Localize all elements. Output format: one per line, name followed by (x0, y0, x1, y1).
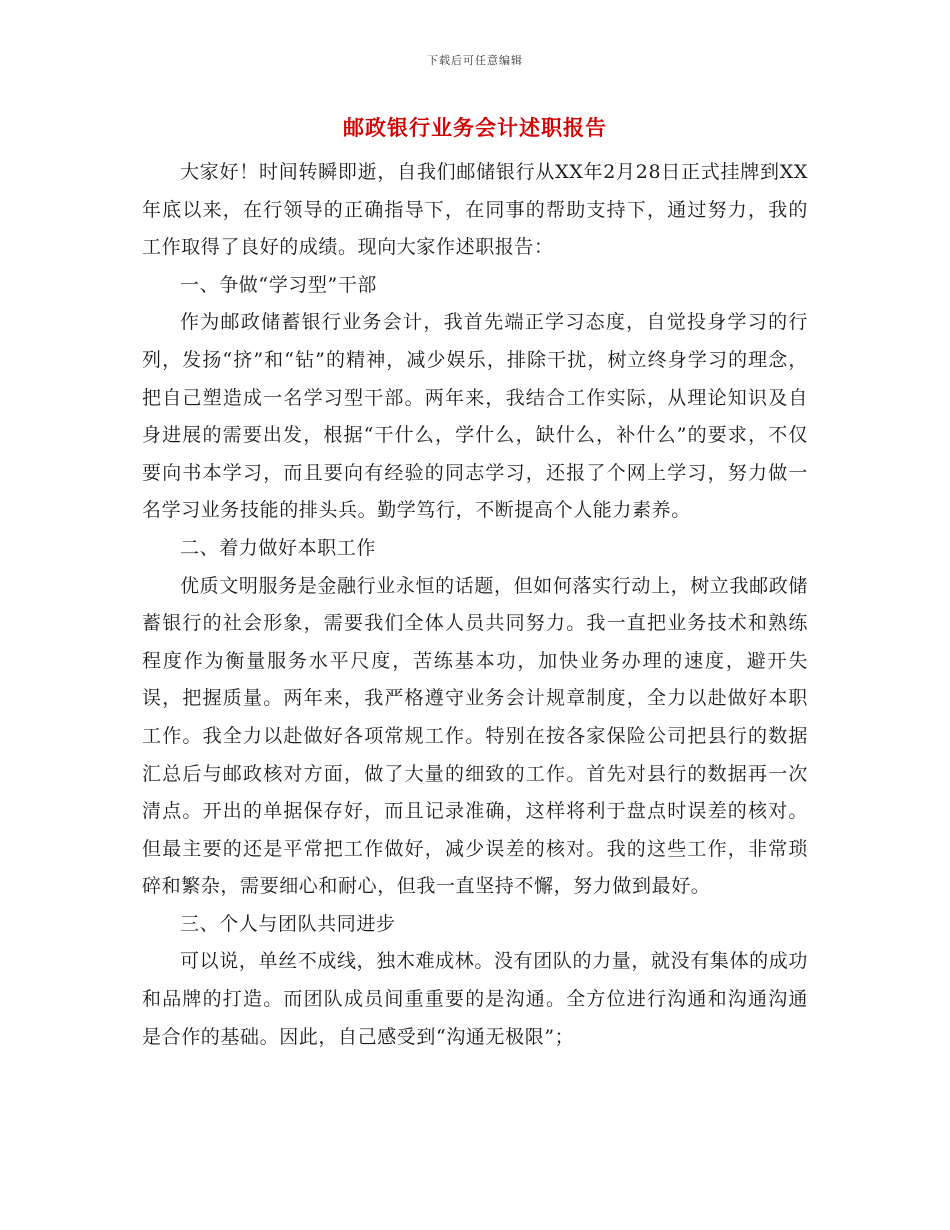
paragraph-section-1: 作为邮政储蓄银行业务会计，我首先端正学习态度，自觉投身学习的行列，发扬“挤”和“钻”的精神，减少娱乐，排除干扰，树立终身学习的理念，把自己塑造成一名学习型干部。两年来，我结合工作实际，从理论知识及自身进展的需要出发，根据“干什么，学什么，缺什么，补什么”的要求，不仅要向书本学习，而且要向有经验的同志学习，还报了个网上学习，努力做一名学习业务技能的排头兵。勤学笃行，不断提高个人能力素养。 (142, 311, 808, 522)
section-heading-2: 二、着力做好本职工作 (180, 536, 377, 559)
paragraph-section-2: 优质文明服务是金融行业永恒的话题，但如何落实行动上，树立我邮政储蓄银行的社会形象，需要我们全体人员共同努力。我一直把业务技术和熟练程度作为衡量服务水平尺度，苦练基本功，加快业务办理的速度，避开失误，把握质量。两年来，我严格遵守业务会计规章制度，全力以赴做好本职工作。我全力以赴做好各项常规工作。特别在按各家保险公司把县行的数据汇总后与邮政核对方面，做了大量的细致的工作。首先对县行的数据再一次清点。开出的单据保存好，而且记录准确，这样将利于盘点时误差的核对。但最主要的还是平常把工作做好，减少误差的核对。我的这些工作，非常琐碎和繁杂，需要细心和耐心，但我一直坚持不懈，努力做到最好。 (142, 574, 808, 898)
paragraph-intro: 大家好！时间转瞬即逝，自我们邮储银行从XX年2月28日正式挂牌到XX年底以来，在行领导的正确指导下，在同事的帮助支持下，通过努力，我的工作取得了良好的成绩。现向大家作述职报告： (142, 161, 808, 259)
document-body (142, 154, 808, 1056)
paragraph-section-3: 可以说，单丝不成线，独木难成林。没有团队的力量，就没有集体的成功和品牌的打造。而团队成员间重重要的是沟通。全方位进行沟通和沟通沟通是合作的基础。因此，自己感受到“沟通无极限”； (142, 950, 808, 1048)
section-heading-3: 三、个人与团队共同进步 (180, 912, 396, 935)
section-heading-1: 一、争做“学习型”干部 (180, 273, 378, 296)
document-title: 邮政银行业务会计述职报告 (343, 115, 607, 140)
page-header: 下载后可任意编辑 (427, 54, 523, 67)
